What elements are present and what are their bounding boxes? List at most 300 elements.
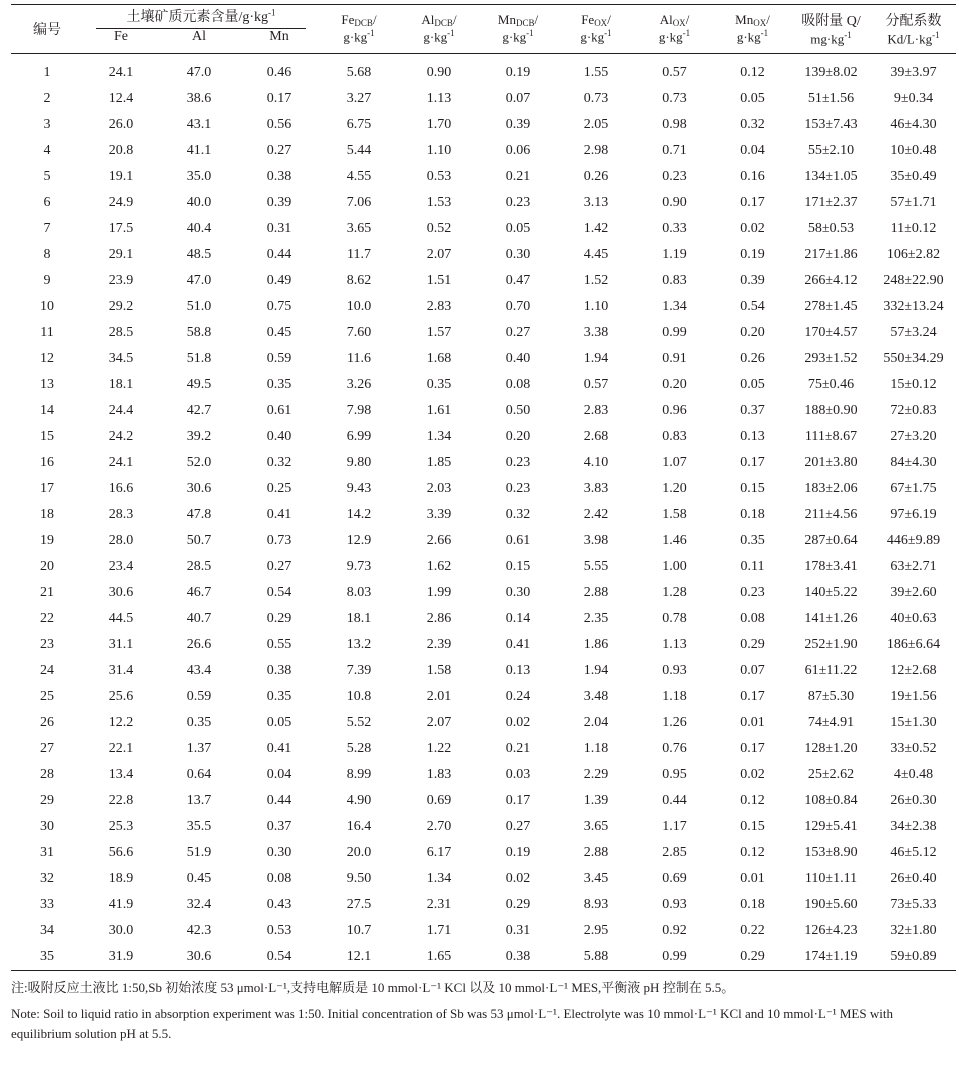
table-cell: 8.99 xyxy=(346,767,372,782)
table-row xyxy=(11,580,956,606)
table-cell: 0.27 xyxy=(266,559,292,574)
table-cell: 0.21 xyxy=(505,169,531,184)
table-cell: 19±1.56 xyxy=(890,689,937,704)
table-row xyxy=(11,268,956,294)
table-cell: 1.86 xyxy=(583,637,609,652)
table-row xyxy=(11,658,956,684)
header-fe-ox: $Fe_{OX}/$ $g\cdot kg^{-1}$ xyxy=(557,5,635,54)
header-mn-ox: $Mn_{OX}/$ $g\cdot kg^{-1}$ xyxy=(714,5,791,54)
header-al: Al xyxy=(159,29,239,54)
table-cell: 0.04 xyxy=(266,767,292,782)
table-cell: 24.2 xyxy=(108,429,134,444)
table-cell: 18.9 xyxy=(108,871,134,886)
table-cell: 0.07 xyxy=(505,91,531,106)
table-cell: 108±0.84 xyxy=(804,793,858,808)
table-cell: 58±0.53 xyxy=(807,221,855,236)
table-cell: 186±6.64 xyxy=(886,637,941,652)
table-cell: 0.73 xyxy=(583,91,609,106)
table-cell: 2.39 xyxy=(426,637,452,652)
table-cell: 0.27 xyxy=(505,325,531,340)
table-cell: 134±1.05 xyxy=(804,169,858,184)
table-cell: 26.0 xyxy=(108,117,134,132)
table-cell: 0.04 xyxy=(740,143,765,158)
table-cell: 0.13 xyxy=(740,429,765,444)
table-cell: 0.78 xyxy=(662,611,687,626)
table-cell: 31.4 xyxy=(108,663,134,678)
table-cell: 5.52 xyxy=(346,715,372,730)
table-cell: 12.1 xyxy=(319,944,399,971)
table-cell: 40.4 xyxy=(186,221,212,236)
table-row xyxy=(11,190,956,216)
table-cell: 34.5 xyxy=(108,351,134,366)
table-cell: 0.01 xyxy=(740,715,765,730)
table-cell: 87±5.30 xyxy=(807,689,855,704)
table-cell: 51.0 xyxy=(186,299,212,314)
table-cell: 550±34.29 xyxy=(883,351,944,366)
table-cell: 141±1.26 xyxy=(804,611,858,626)
table-row xyxy=(11,86,956,112)
table-cell: 20.8 xyxy=(108,143,134,158)
table-cell: 2.98 xyxy=(583,143,609,158)
table-cell: 2.03 xyxy=(426,481,452,496)
table-cell: 0.35 xyxy=(266,377,292,392)
table-cell: 32.4 xyxy=(186,897,212,912)
table-cell: 4.90 xyxy=(346,793,372,808)
table-row xyxy=(11,476,956,502)
table-cell: 266±4.12 xyxy=(804,273,858,288)
table-cell: 55±2.10 xyxy=(807,143,855,158)
table-cell: 39±3.97 xyxy=(890,65,937,80)
table-cell: 0.35 xyxy=(740,533,765,548)
table-cell: 0.02 xyxy=(740,221,765,236)
table-cell: 5.55 xyxy=(583,559,609,574)
table-cell: 57±3.24 xyxy=(890,325,937,340)
table-cell: 12.4 xyxy=(108,91,134,106)
table-cell: 0.41 xyxy=(505,637,531,652)
table-cell: 24.9 xyxy=(108,195,134,210)
table-cell: 0.31 xyxy=(266,221,292,236)
table-cell: 0.02 xyxy=(505,871,531,886)
table-cell: 0.20 xyxy=(662,377,687,392)
table-cell: 0.46 xyxy=(266,65,292,80)
table-cell: 0.15 xyxy=(740,819,765,834)
table-cell: 1.19 xyxy=(662,247,687,262)
table-cell: 35±0.49 xyxy=(890,169,937,184)
table-cell: 22.1 xyxy=(108,741,134,756)
table-cell: 0.54 xyxy=(266,585,292,600)
table-cell: 1.17 xyxy=(662,819,687,834)
table-row xyxy=(11,164,956,190)
table-row xyxy=(11,788,956,814)
table-cell: 28.3 xyxy=(108,507,134,522)
table-cell: 32±1.80 xyxy=(890,923,937,938)
table-cell: 0.73 xyxy=(266,533,292,548)
table-cell: 58.8 xyxy=(186,325,212,340)
table-cell: 26.6 xyxy=(186,637,212,652)
table-cell: 7.06 xyxy=(346,195,372,210)
table-cell: 0.25 xyxy=(266,481,292,496)
table-cell: 0.83 xyxy=(662,273,687,288)
table-cell: 0.59 xyxy=(186,689,212,704)
table-cell: 1.94 xyxy=(583,351,609,366)
table-cell: 0.16 xyxy=(740,169,765,184)
table-cell: 0.18 xyxy=(740,507,765,522)
table-cell: 24.1 xyxy=(108,455,134,470)
table-body xyxy=(11,54,956,971)
table-cell: 0.61 xyxy=(505,533,531,548)
table-cell: 56.6 xyxy=(108,845,134,860)
table-cell: 11.6 xyxy=(347,351,371,366)
table-cell: 11.7 xyxy=(347,247,371,262)
table-cell: 1.26 xyxy=(662,715,687,730)
table-cell: 26 xyxy=(40,715,54,730)
table-cell: 0.57 xyxy=(583,377,609,392)
table-row xyxy=(11,112,956,138)
table-cell: 2.85 xyxy=(662,845,687,860)
table-cell: 128±1.20 xyxy=(804,741,858,756)
table-cell: 10.8 xyxy=(346,689,372,704)
table-row xyxy=(11,320,956,346)
table-cell: 31.1 xyxy=(108,637,134,652)
table-cell: 28.0 xyxy=(108,533,134,548)
table-cell: 9.73 xyxy=(346,559,372,574)
table-cell: 0.83 xyxy=(662,429,687,444)
table-cell: 0.24 xyxy=(505,689,531,704)
table-cell: 1.99 xyxy=(426,585,452,600)
table-cell: 446±9.89 xyxy=(886,533,941,548)
table-cell: 1 xyxy=(43,65,51,80)
table-row xyxy=(11,242,956,268)
table-cell: 0.17 xyxy=(740,689,765,704)
table-cell: 0.18 xyxy=(740,897,765,912)
table-cell: 0.37 xyxy=(740,403,765,418)
table-cell: 4.45 xyxy=(583,247,609,262)
table-cell: 0.29 xyxy=(266,611,292,626)
table-cell: 2.88 xyxy=(583,585,609,600)
table-cell: 4±0.48 xyxy=(893,767,934,782)
table-cell: 0.64 xyxy=(186,767,212,782)
table-cell: 29.1 xyxy=(108,247,134,262)
table-cell: 22 xyxy=(40,611,54,626)
table-cell: 40±0.63 xyxy=(890,611,937,626)
table-cell: 0.17 xyxy=(740,195,765,210)
table-cell: 1.65 xyxy=(399,944,479,971)
table-cell: 2.83 xyxy=(426,299,452,314)
table-cell: 217±1.86 xyxy=(804,247,858,262)
table-cell: 30.6 xyxy=(108,585,134,600)
table-cell: 1.42 xyxy=(583,221,609,236)
table-cell: 28 xyxy=(40,767,54,782)
table-row xyxy=(11,684,956,710)
table-cell: 16.6 xyxy=(108,481,134,496)
table-cell: 3.39 xyxy=(426,507,452,522)
table-cell: 0.32 xyxy=(740,117,765,132)
table-cell: 0.37 xyxy=(266,819,292,834)
table-cell: 0.08 xyxy=(505,377,531,392)
table-cell: 2.35 xyxy=(583,611,609,626)
table-cell: 49.5 xyxy=(186,377,212,392)
table-cell: 2.31 xyxy=(426,897,452,912)
table-cell: 248±22.90 xyxy=(883,273,944,288)
table-cell: 0.40 xyxy=(266,429,292,444)
table-cell: 0.31 xyxy=(505,923,531,938)
table-cell: 26±0.30 xyxy=(890,793,937,808)
table-row xyxy=(11,138,956,164)
table-cell: 0.19 xyxy=(505,65,531,80)
table-cell: 201±3.80 xyxy=(804,455,858,470)
table-cell: 0.14 xyxy=(505,611,531,626)
table-cell: 0.12 xyxy=(740,793,765,808)
table-cell: 2.68 xyxy=(583,429,609,444)
table-cell: 16 xyxy=(40,455,54,470)
table-row xyxy=(11,424,956,450)
table-cell: 2 xyxy=(43,91,51,106)
table-cell: 4 xyxy=(43,143,51,158)
table-cell: 10 xyxy=(40,299,54,314)
table-cell: 126±4.23 xyxy=(804,923,858,938)
table-cell: 1.22 xyxy=(426,741,452,756)
table-cell: 0.29 xyxy=(505,897,531,912)
table-cell: 31 xyxy=(40,845,54,860)
table-cell: 0.38 xyxy=(266,169,292,184)
table-cell: 34 xyxy=(40,923,54,938)
table-cell: 0.99 xyxy=(635,944,714,971)
table-cell: 1.62 xyxy=(426,559,452,574)
table-cell: 0.17 xyxy=(740,741,765,756)
table-cell: 35.5 xyxy=(186,819,212,834)
table-cell: 3.48 xyxy=(583,689,609,704)
table-cell: 29 xyxy=(40,793,54,808)
table-cell: 43.1 xyxy=(186,117,212,132)
table-cell: 24.4 xyxy=(108,403,134,418)
table-cell: 0.08 xyxy=(740,611,765,626)
table-cell: 293±1.52 xyxy=(804,351,858,366)
table-row xyxy=(11,944,956,971)
table-row xyxy=(11,294,956,320)
table-cell: 153±8.90 xyxy=(804,845,858,860)
table-cell: 1.57 xyxy=(426,325,452,340)
header-al-ox: $Al_{OX}/$ $g\cdot kg^{-1}$ xyxy=(635,5,714,54)
table-cell: 0.54 xyxy=(239,944,319,971)
table-cell: 3.65 xyxy=(583,819,609,834)
table-cell: 3.83 xyxy=(583,481,609,496)
table-cell: 10±0.48 xyxy=(890,143,937,158)
table-cell: 1.34 xyxy=(426,429,452,444)
table-cell: 5.88 xyxy=(557,944,635,971)
table-cell: 0.05 xyxy=(505,221,531,236)
table-cell: 2.07 xyxy=(426,247,452,262)
table-cell: 0.26 xyxy=(583,169,609,184)
table-cell: 3 xyxy=(43,117,51,132)
table-cell: 0.73 xyxy=(662,91,687,106)
table-cell: 3.45 xyxy=(583,871,609,886)
table-cell: 1.51 xyxy=(426,273,452,288)
table-cell: 1.52 xyxy=(583,273,609,288)
table-cell: 3.27 xyxy=(346,91,372,106)
table-cell: 18.1 xyxy=(346,611,372,626)
table-cell: 21 xyxy=(40,585,54,600)
table-cell: 0.41 xyxy=(266,507,292,522)
table-cell: 2.29 xyxy=(583,767,609,782)
table-cell: 0.15 xyxy=(505,559,531,574)
table-row xyxy=(11,346,956,372)
table-cell: 0.95 xyxy=(662,767,687,782)
table-cell: 28.5 xyxy=(186,559,212,574)
table-cell: 15±1.30 xyxy=(890,715,937,730)
table-cell: 1.18 xyxy=(583,741,609,756)
table-cell: 0.45 xyxy=(186,871,212,886)
table-cell: 1.85 xyxy=(426,455,452,470)
table-cell: 46.7 xyxy=(186,585,212,600)
table-cell: 12±2.68 xyxy=(890,663,937,678)
table-cell: 28.5 xyxy=(108,325,134,340)
header-fe: Fe xyxy=(83,29,159,54)
header-id: 编号 xyxy=(11,5,83,54)
table-cell: 0.29 xyxy=(714,944,791,971)
table-cell: 19.1 xyxy=(108,169,134,184)
table-cell: 23.9 xyxy=(108,273,134,288)
header-al-dcb: $Al_{DCB}/$ $g\cdot kg^{-1}$ xyxy=(399,5,479,54)
table-cell: 3.65 xyxy=(346,221,372,236)
table-cell: 1.58 xyxy=(426,663,452,678)
table-cell: 5.28 xyxy=(346,741,372,756)
table-cell: 13 xyxy=(40,377,54,392)
table-cell: 35 xyxy=(11,944,83,971)
table-cell: 3.26 xyxy=(346,377,372,392)
table-cell: 0.44 xyxy=(266,793,292,808)
table-cell: 178±3.41 xyxy=(804,559,858,574)
note-chinese: 注:吸附反应土液比 1:50,Sb 初始浓度 53 μmol·L⁻¹,支持电解质是 10 mmol·L⁻¹ KCl 以及 10 mmol·L⁻¹ MES,平衡液 pH 控制在 5.5。 xyxy=(11,980,735,995)
table-cell: 0.93 xyxy=(662,663,687,678)
table-header xyxy=(11,5,956,54)
table-cell: 9 xyxy=(43,273,51,288)
table-cell: 3.13 xyxy=(583,195,609,210)
table-cell: 13.2 xyxy=(346,637,372,652)
table-row xyxy=(11,762,956,788)
table-cell: 29.2 xyxy=(108,299,134,314)
note-english: Note: Soil to liquid ratio in absorption experiment was 1:50. Initial concentration of Sb was 53 μmol·L⁻¹. Electrolyte was 10 mmol·L⁻¹ KCl and 10 mmol·L⁻¹ MES with equilibrium solution pH at 5.5. xyxy=(11,1006,893,1041)
table-cell: 11±0.12 xyxy=(890,221,937,236)
table-cell: 5.44 xyxy=(346,143,372,158)
table-cell: 15 xyxy=(40,429,54,444)
table-cell: 40.7 xyxy=(186,611,212,626)
table-cell: 0.38 xyxy=(266,663,292,678)
table-cell: 0.20 xyxy=(505,429,531,444)
table-cell: 10.7 xyxy=(346,923,372,938)
table-cell: 44.5 xyxy=(108,611,134,626)
table-cell: 25.3 xyxy=(108,819,134,834)
table-cell: 18 xyxy=(40,507,54,522)
table-cell: 0.49 xyxy=(266,273,292,288)
table-cell: 6.17 xyxy=(426,845,452,860)
table-row xyxy=(11,736,956,762)
table-row xyxy=(11,892,956,918)
table-cell: 1.10 xyxy=(426,143,452,158)
table-cell: 63±2.71 xyxy=(890,559,937,574)
table-cell: 1.13 xyxy=(426,91,452,106)
table-cell: 27±3.20 xyxy=(890,429,937,444)
table-cell: 33 xyxy=(40,897,54,912)
table-cell: 42.7 xyxy=(186,403,212,418)
table-cell: 13.7 xyxy=(186,793,212,808)
table-cell: 51.9 xyxy=(186,845,212,860)
header-fe-dcb: $Fe_{DCB}/$ $g\cdot kg^{-1}$ xyxy=(319,5,399,54)
table-cell: 24.1 xyxy=(108,65,134,80)
table-cell: 0.54 xyxy=(740,299,765,314)
table-cell: 2.07 xyxy=(426,715,452,730)
table-cell: 2.01 xyxy=(426,689,452,704)
table-cell: 129±5.41 xyxy=(804,819,858,834)
table-cell: 13.4 xyxy=(108,767,134,782)
table-cell: 111±8.67 xyxy=(804,429,858,444)
table-cell: 1.07 xyxy=(662,455,687,470)
table-cell: 1.71 xyxy=(426,923,452,938)
table-cell: 0.05 xyxy=(740,377,765,392)
table-cell: 1.55 xyxy=(583,65,609,80)
table-cell: 8.62 xyxy=(346,273,372,288)
table-cell: 30 xyxy=(40,819,54,834)
table-cell: 18.1 xyxy=(108,377,134,392)
table-cell: 52.0 xyxy=(186,455,212,470)
table-cell: 0.23 xyxy=(505,455,531,470)
table-cell: 0.40 xyxy=(505,351,531,366)
table-cell: 51±1.56 xyxy=(807,91,855,106)
table-cell: 0.23 xyxy=(505,195,531,210)
table-row xyxy=(11,450,956,476)
table-row xyxy=(11,632,956,658)
header-kd: 分配系数 $Kd/L\cdot kg^{-1}$ xyxy=(871,5,956,54)
table-cell: 153±7.43 xyxy=(804,117,858,132)
table-cell: 27 xyxy=(40,741,54,756)
table-cell: 106±2.82 xyxy=(886,247,941,262)
table-cell: 0.05 xyxy=(266,715,292,730)
table-cell: 0.22 xyxy=(740,923,765,938)
table-cell: 1.83 xyxy=(426,767,452,782)
table-cell: 0.70 xyxy=(505,299,531,314)
table-cell: 171±2.37 xyxy=(804,195,858,210)
table-cell: 0.20 xyxy=(740,325,765,340)
header-soil-mineral-group: 土壤矿质元素含量$/g\cdot kg^{-1}$ xyxy=(83,5,319,30)
table-cell: 0.55 xyxy=(266,637,292,652)
table-cell: 0.17 xyxy=(740,455,765,470)
table-cell: 0.99 xyxy=(662,325,687,340)
table-cell: 74±4.91 xyxy=(807,715,855,730)
table-cell: 0.52 xyxy=(426,221,452,236)
table-cell: 0.91 xyxy=(662,351,687,366)
table-cell: 2.42 xyxy=(583,507,609,522)
table-cell: 20.0 xyxy=(346,845,372,860)
table-cell: 24 xyxy=(40,663,54,678)
table-cell: 2.04 xyxy=(583,715,609,730)
table-cell: 0.69 xyxy=(662,871,687,886)
table-cell: 0.56 xyxy=(266,117,292,132)
table-cell: 0.38 xyxy=(479,944,557,971)
table-cell: 0.02 xyxy=(505,715,531,730)
table-cell: 0.23 xyxy=(662,169,687,184)
table-cell: 183±2.06 xyxy=(804,481,858,496)
table-cell: 2.88 xyxy=(583,845,609,860)
table-cell: 1.46 xyxy=(662,533,687,548)
table-cell: 0.23 xyxy=(505,481,531,496)
table-cell: 2.95 xyxy=(583,923,609,938)
table-cell: 0.43 xyxy=(266,897,292,912)
table-cell: 12 xyxy=(40,351,54,366)
table-cell: 7 xyxy=(43,221,51,236)
table-cell: 43.4 xyxy=(186,663,212,678)
table-cell: 9.50 xyxy=(346,871,372,886)
table-row xyxy=(11,918,956,944)
table-cell: 25±2.62 xyxy=(807,767,855,782)
